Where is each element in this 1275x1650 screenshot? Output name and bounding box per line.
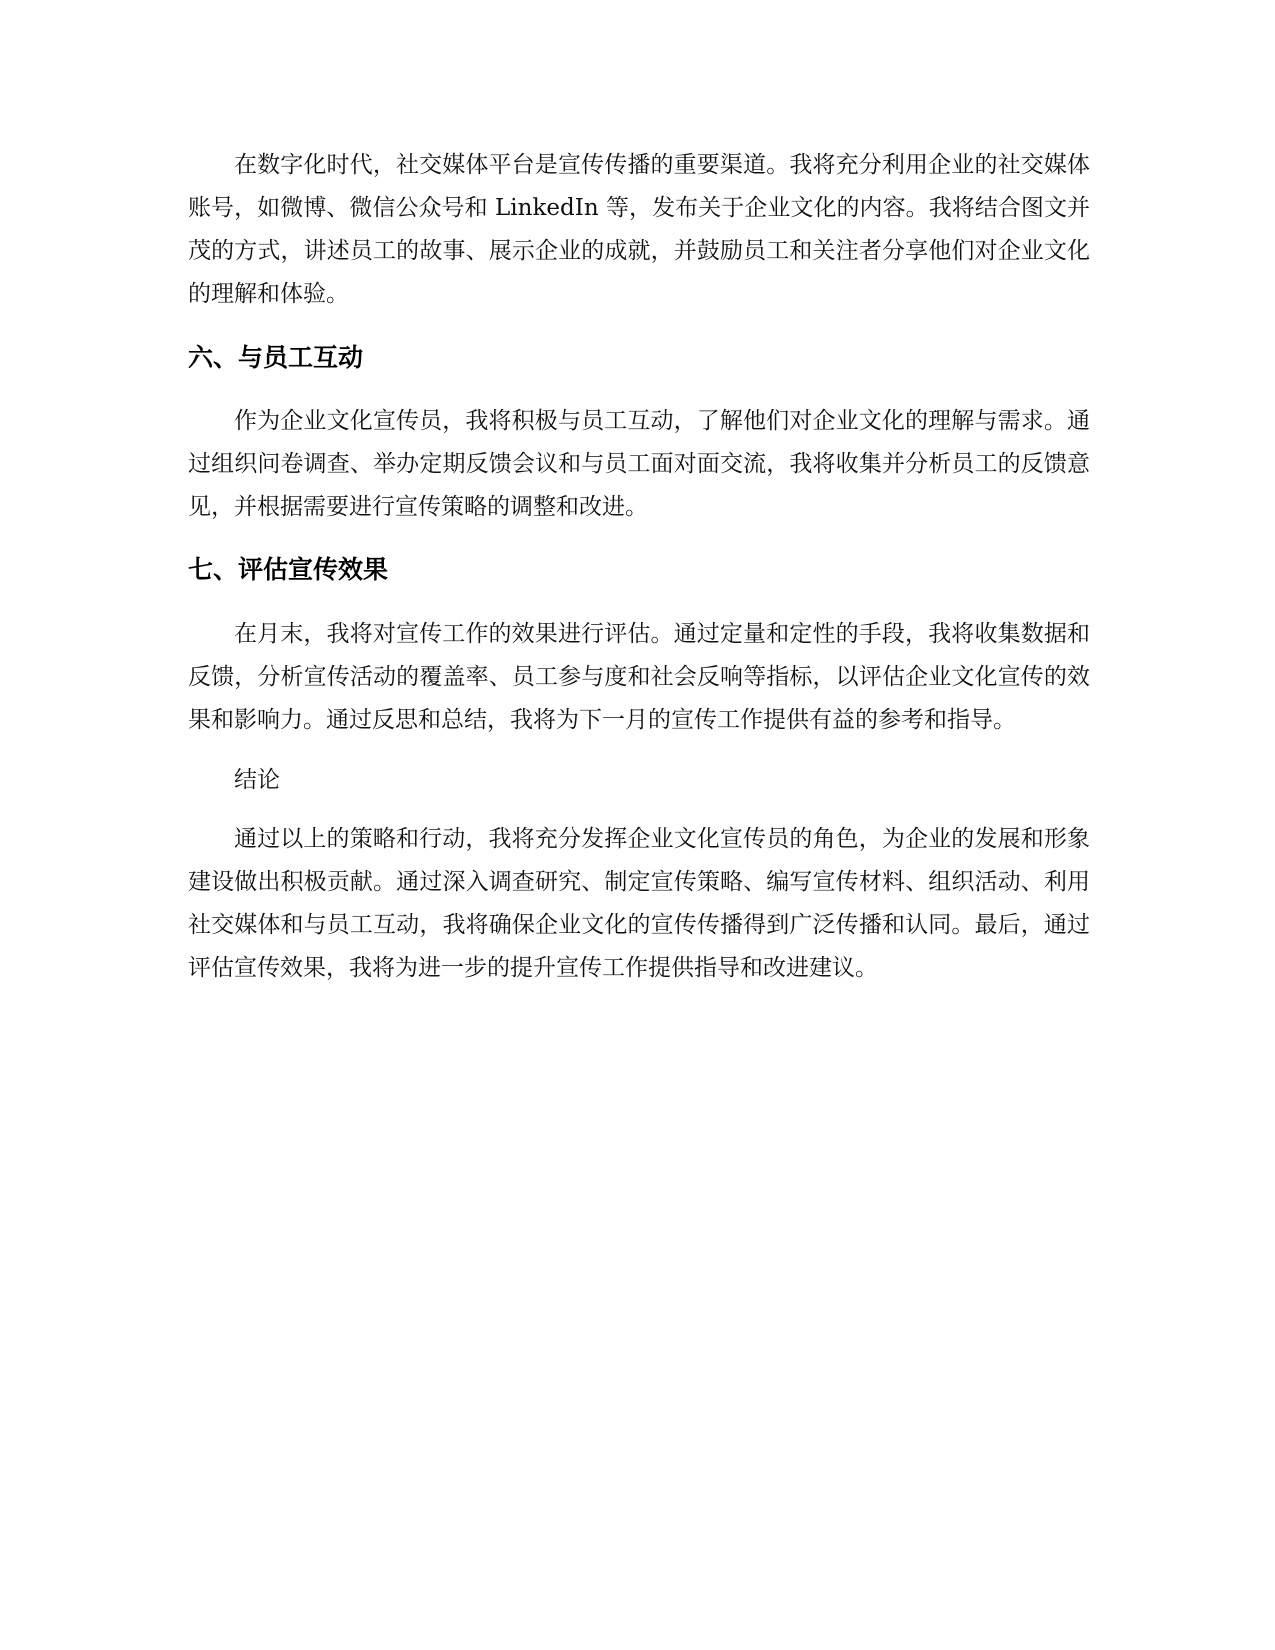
document-page	[188, 144, 1090, 990]
paragraph-interact: 作为企业文化宣传员，我将积极与员工互动，了解他们对企业文化的理解与需求。通过组织问卷调查、举办定期反馈会议和与员工面对面交流，我将收集并分析员工的反馈意见，并根据需要进行宣传策略的调整和改进。	[188, 408, 1090, 520]
paragraph-conclusion: 通过以上的策略和行动，我将充分发挥企业文化宣传员的角色，为企业的发展和形象建设做出积极贡献。通过深入调查研究、制定宣传策略、编写宣传材料、组织活动、利用社交媒体和与员工互动，我将确保企业文化的宣传传播得到广泛传播和认同。最后，通过评估宣传效果，我将为进一步的提升宣传工作提供指导和改进建议。	[188, 826, 1090, 981]
section-heading-interact-with-employees: 六、与员工互动	[188, 343, 364, 372]
paragraph-evaluate: 在月末，我将对宣传工作的效果进行评估。通过定量和定性的手段，我将收集数据和反馈，分析宣传活动的覆盖率、员工参与度和社会反响等指标，以评估企业文化宣传的效果和影响力。通过反思和总结，我将为下一月的宣传工作提供有益的参考和指导。	[188, 621, 1090, 733]
paragraph-social-media: 在数字化时代，社交媒体平台是宣传传播的重要渠道。我将充分利用企业的社交媒体账号，如微博、微信公众号和 LinkedIn 等，发布关于企业文化的内容。我将结合图文并茂的方式，讲述员工的故事、展示企业的成就，并鼓励员工和关注者分享他们对企业文化的理解和体验。	[188, 152, 1090, 307]
conclusion-label: 结论	[234, 767, 280, 793]
section-heading-evaluate-effect: 七、评估宣传效果	[188, 555, 389, 584]
